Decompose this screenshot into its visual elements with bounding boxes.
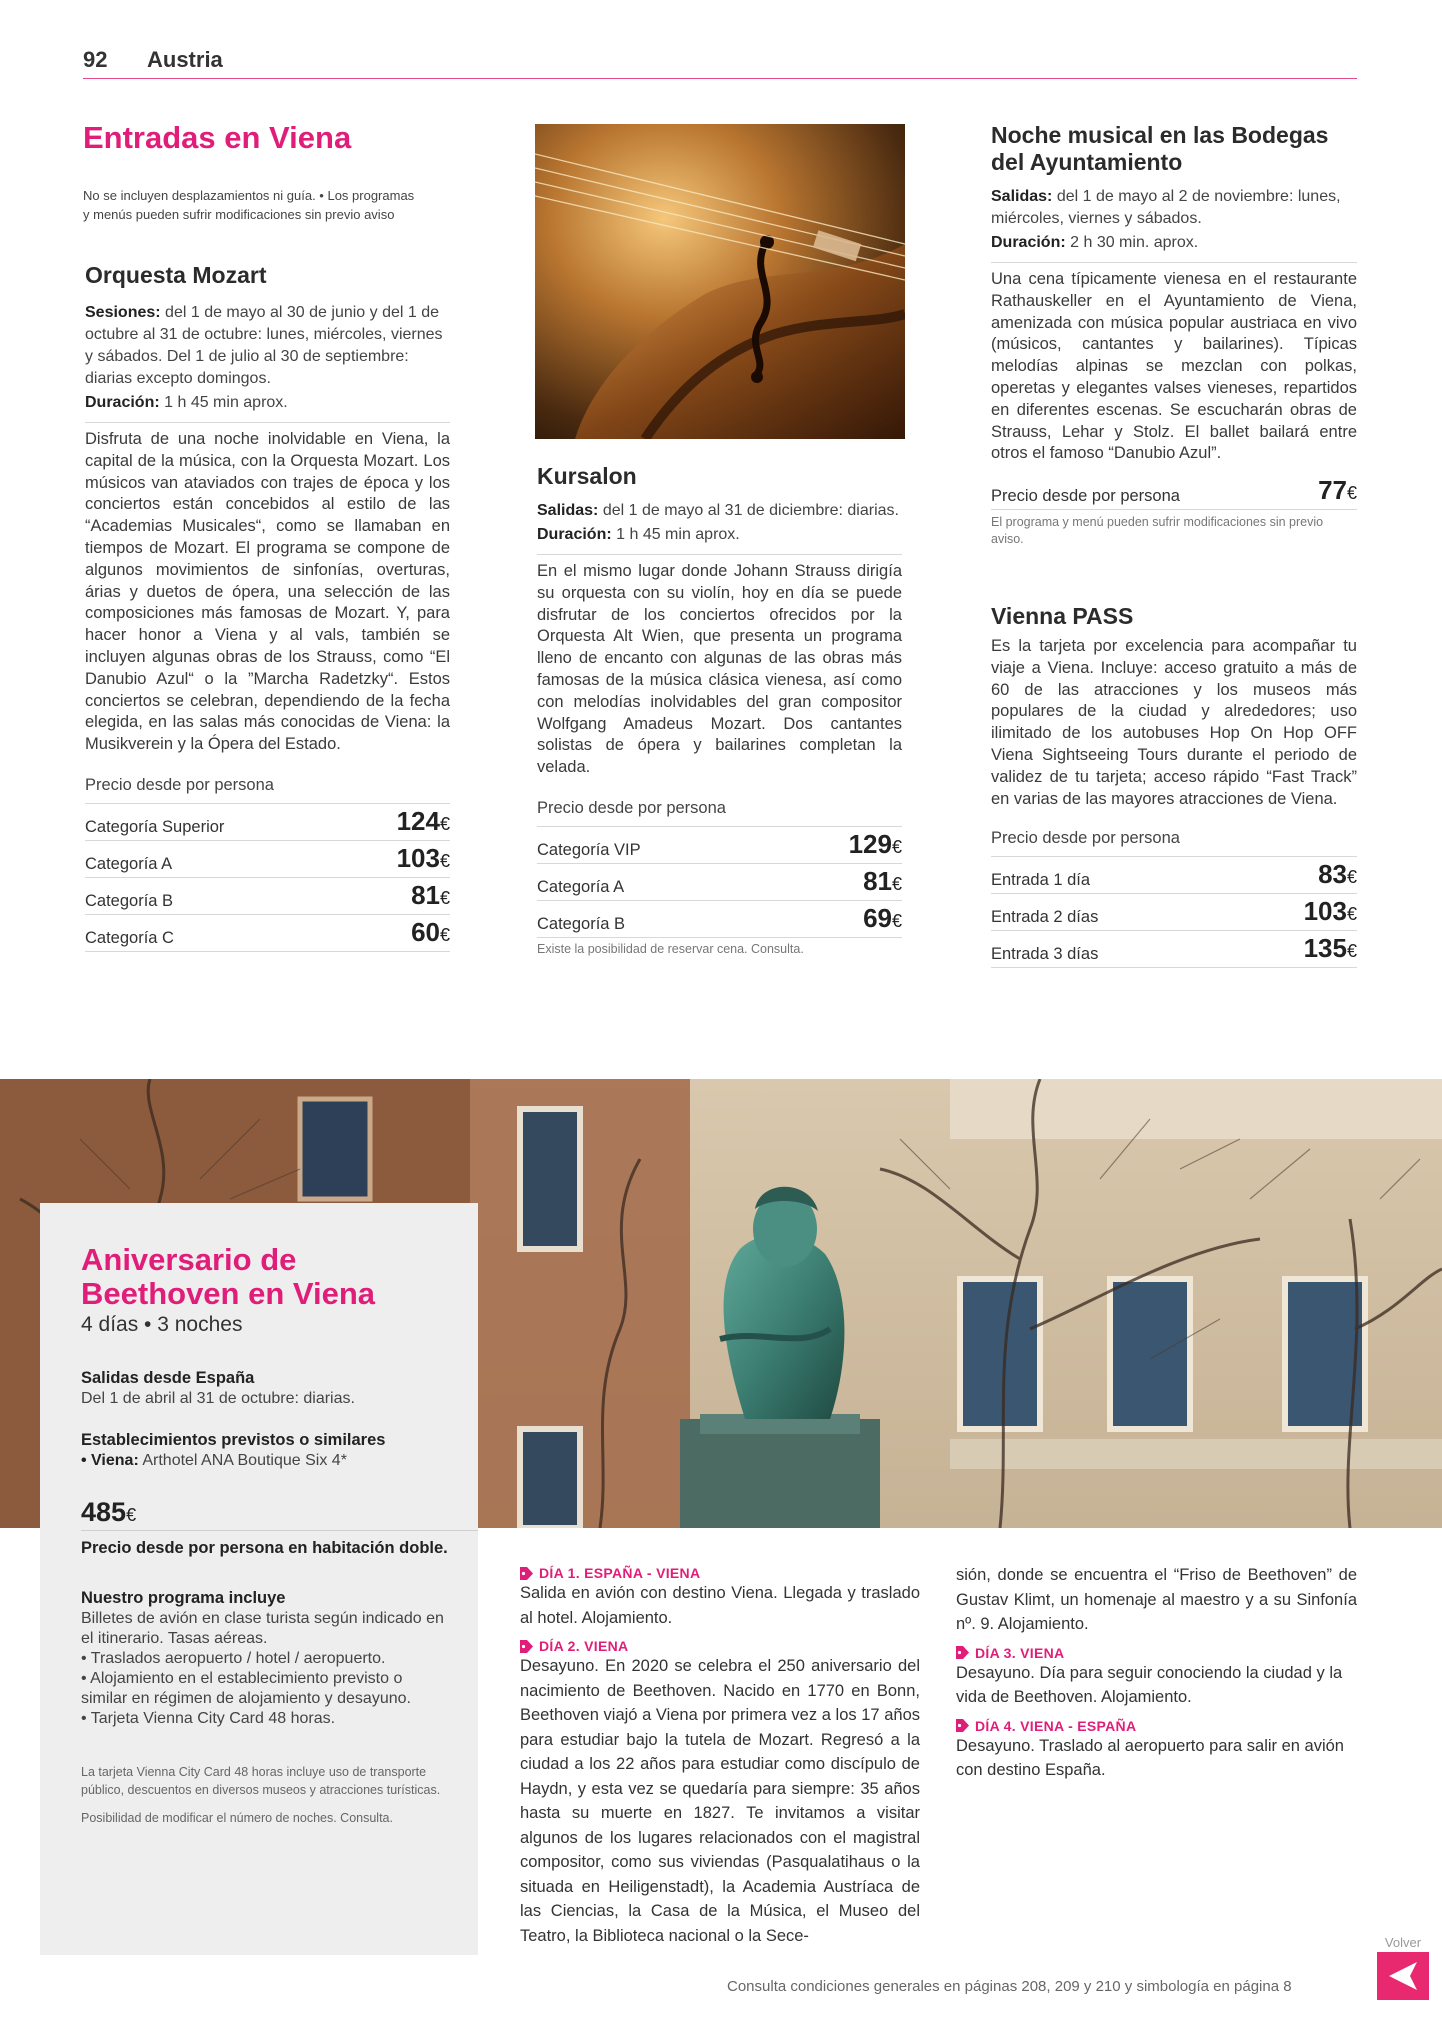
divider xyxy=(991,262,1357,263)
duration-label: Duración: xyxy=(991,234,1066,251)
day-2-text: Desayuno. En 2020 se celebra el 250 aniversario del nacimiento de Beethoven. Nacido en 1770 en Bonn, Beethoven viajó a Viena por primera vez a los 17 años para estudiar bajo la tutela de Mozart. Regresó a la ciudad a los 22 años para estudiar como discípulo de Haydn, y esta vez se quedaría para siempre: 35 años hasta su muerte en 1827. Te invitamos a visitar algunos de los lugares relacionados con el magistral compositor, como sus viviendas (Pasqualatihaus o la situada en Heiligenstadt), la Academia Austríaca de las Ciencias, la Casa de la Música, el Museo del Teatro, la Biblioteca nacional o la Sece- xyxy=(520,1657,920,1945)
price-amount xyxy=(1304,933,1357,964)
bodegas-price-row xyxy=(991,473,1357,510)
back-arrow-icon xyxy=(1377,1952,1429,2000)
tag-icon xyxy=(520,1640,533,1653)
duration-label: Duración: xyxy=(537,526,612,543)
vienna-pass-price-table xyxy=(991,857,1357,968)
bodegas-departures xyxy=(991,186,1357,230)
mozart-price-heading: Precio desde por persona xyxy=(85,776,450,804)
departures-text: del 1 de mayo al 31 de diciembre: diarias. xyxy=(602,502,899,519)
price-amount xyxy=(1318,475,1357,506)
price-value: 81 xyxy=(863,865,892,896)
intro-note xyxy=(83,186,453,224)
day-1-label xyxy=(520,1565,920,1581)
mozart-duration xyxy=(85,392,450,414)
mozart-description: Disfruta de una noche inolvidable en Viena, la capital de la música, con la Orquesta Mozart. Los músicos van ataviados con trajes de época y los conciertos están concebidos al estilo de las “Academias Musicales“, como se llamaban en tiempos de Mozart. El programa se compone de algunos movimientos de sinfonías, overturas, árias y duetos de ópera, una selección de las composiciones más famosas de Mozart. Y, para hacer honor a Viena y al vals, también se incluyen algunas obras de los Strauss, como “El Danubio Azul“ o la ”Marcha Radetzky“. Estos conciertos se celebran, dependiendo de la fecha elegida, en las salas más conocidas de Viena: la Musikverein y la Ópera del Estado. xyxy=(85,430,450,754)
day-label-text: DÍA 3. VIENA xyxy=(975,1644,1065,1661)
price-row xyxy=(85,804,450,841)
bodegas-title-line: del Ayuntamiento xyxy=(991,149,1183,175)
vienna-pass-section xyxy=(991,603,1357,968)
price-row xyxy=(85,841,450,878)
violin-photo xyxy=(535,124,905,439)
price-amount xyxy=(397,843,450,874)
price-currency: € xyxy=(439,924,450,945)
package-title xyxy=(81,1243,451,1311)
back-label[interactable]: Volver xyxy=(1384,1935,1422,1950)
tag-icon xyxy=(520,1567,533,1580)
price-value: 81 xyxy=(411,879,440,910)
price-currency: € xyxy=(439,887,450,908)
price-currency: € xyxy=(891,873,902,894)
page-header xyxy=(83,47,1357,79)
price-currency: € xyxy=(439,850,450,871)
price-category: Entrada 3 días xyxy=(991,945,1099,964)
price-amount xyxy=(397,806,450,837)
price-currency: € xyxy=(439,813,450,834)
price-currency: € xyxy=(1346,867,1357,888)
day-label-text: DÍA 4. VIENA - ESPAÑA xyxy=(975,1717,1137,1734)
price-currency: € xyxy=(1346,941,1357,962)
price-category: Categoría B xyxy=(85,891,174,910)
city-card-note: La tarjeta Vienna City Card 48 horas incluye uso de transporte público, descuentos en diversos museos y atracciones turísticas. xyxy=(81,1765,441,1797)
vienna-pass-description: Es la tarjeta por excelencia para acompañar tu viaje a Viena. Incluye: acceso gratuito a más de 60 de las atracciones y los museos más populares de la ciudad y alrededores; uso ilimitado de los autobuses Hop On Hop OFF Viena Sightseeing Tours durante el periodo de validez de tu tarjeta; acceso rápido “Fast Track” en varias de las mayores atracciones de Viena. xyxy=(991,637,1357,808)
violin-image xyxy=(535,124,905,439)
price-category: Categoría B xyxy=(537,914,626,933)
includes-item: Billetes de avión en clase turista según indicado en el itinerario. Tasas aéreas. xyxy=(81,1610,444,1647)
itinerary-col1 xyxy=(520,1565,920,1948)
nights-note: Posibilidad de modificar el número de noches. Consulta. xyxy=(81,1811,393,1825)
bodegas-title-line: Noche musical en las Bodegas xyxy=(991,122,1329,148)
includes-label: Nuestro programa incluye xyxy=(81,1589,286,1607)
kursalon-price-heading: Precio desde por persona xyxy=(537,799,902,827)
duration-text: 1 h 45 min aprox. xyxy=(164,394,288,411)
day-label-text: DÍA 2. VIENA xyxy=(539,1638,629,1654)
price-value: 124 xyxy=(396,805,440,836)
tag-icon xyxy=(956,1719,969,1732)
bodegas-title xyxy=(991,122,1357,176)
intro-note-line: y menús pueden sufrir modificaciones sin previo aviso xyxy=(83,207,395,222)
vienna-pass-title: Vienna PASS xyxy=(991,603,1134,629)
price-label: Precio desde por persona xyxy=(991,487,1180,506)
hotels-label: Establecimientos previstos o similares xyxy=(81,1431,386,1449)
day-1-text: Salida en avión con destino Viena. Llegada y traslado al hotel. Alojamiento. xyxy=(520,1584,920,1627)
package-title-line: Aniversario de xyxy=(81,1242,297,1277)
price-row xyxy=(991,931,1357,968)
back-button[interactable] xyxy=(1377,1952,1429,2000)
price-amount xyxy=(411,917,450,948)
footer-conditions: Consulta condiciones generales en páginas 208, 209 y 210 y simbología en página 8 xyxy=(727,1978,1292,1995)
departures-text: del 1 de mayo al 2 de noviembre: lunes, miércoles, viernes y sábados. xyxy=(991,188,1341,227)
departures-label: Salidas: xyxy=(537,502,599,519)
intro-note-line: No se incluyen desplazamientos ni guía. • Los programas xyxy=(83,188,415,203)
day-4-label xyxy=(956,1718,1357,1734)
price-row xyxy=(991,894,1357,931)
includes-item: • Traslados aeropuerto / hotel / aeropuerto. xyxy=(81,1650,386,1667)
duration-text: 1 h 45 min aprox. xyxy=(616,526,740,543)
price-category: Categoría VIP xyxy=(537,840,641,859)
divider xyxy=(85,422,450,423)
hotel-line xyxy=(81,1451,451,1471)
price-value: 77 xyxy=(1318,475,1347,506)
price-value: 83 xyxy=(1318,859,1347,890)
price-category: Categoría C xyxy=(85,928,174,947)
price-category: Categoría Superior xyxy=(85,817,225,836)
hotel-city: • Viena: xyxy=(81,1452,139,1469)
kursalon-footnote: Existe la posibilidad de reservar cena. Consulta. xyxy=(537,941,804,956)
price-category: Entrada 2 días xyxy=(991,908,1099,927)
price-amount xyxy=(411,880,450,911)
bodegas-duration xyxy=(991,232,1357,254)
includes-list xyxy=(81,1609,451,1729)
page-number: 92 xyxy=(83,47,108,72)
package-price xyxy=(81,1497,478,1531)
includes-item: • Alojamiento en el establecimiento previsto o similar en régimen de alojamiento y desayuno. xyxy=(81,1670,411,1707)
price-currency: € xyxy=(891,910,902,931)
kursalon-departures xyxy=(537,500,902,522)
departures-label: Salidas: xyxy=(991,188,1053,205)
mozart-section xyxy=(85,262,450,952)
day-4-text: Desayuno. Traslado al aeropuerto para salir en avión con destino España. xyxy=(956,1736,1344,1779)
price-value: 69 xyxy=(863,902,892,933)
price-row xyxy=(991,857,1357,894)
mozart-title: Orquesta Mozart xyxy=(85,262,267,288)
kursalon-title: Kursalon xyxy=(537,463,637,489)
bodegas-description: Una cena típicamente vienesa en el restaurante Rathauskeller en el Ayuntamiento de Viena, amenizada con música popular austriaca en vivo (músicos, cantantes y bailarines). Típicas melodías alpinas se mezclan con polkas, operetas y elegantes valses vieneses, repartidos en diferentes escenas. Se escucharán obras de Strauss, Lehar y Stolz. El ballet bailará entre otros el famoso “Danubio Azul”. xyxy=(991,270,1357,463)
price-currency: € xyxy=(1346,904,1357,925)
duration-label: Duración: xyxy=(85,394,160,411)
price-value: 60 xyxy=(411,916,440,947)
departures-text: Del 1 de abril al 31 de octubre: diarias. xyxy=(81,1390,355,1407)
price-row xyxy=(537,864,902,901)
day-label-text: DÍA 1. ESPAÑA - VIENA xyxy=(539,1565,701,1581)
mozart-price-table xyxy=(85,804,450,952)
day-2-text-continued: sión, donde se encuentra el “Friso de Beethoven” de Gustav Klimt, un homenaje al maestro y a su Sinfonía nº. 9. Alojamiento. xyxy=(956,1566,1357,1633)
price-value: 103 xyxy=(396,842,440,873)
price-amount xyxy=(863,903,902,934)
kursalon-duration xyxy=(537,524,902,546)
day-3-text: Desayuno. Día para seguir conociendo la ciudad y la vida de Beethoven. Alojamiento. xyxy=(956,1663,1343,1706)
kursalon-section xyxy=(537,463,902,958)
kursalon-description: En el mismo lugar donde Johann Strauss dirigía su orquesta con su violín, hoy en día se puede disfrutar de los conciertos ofrecidos por la Orquesta Alt Wien, que presenta un programa lleno de encanto con algunas de las obras más famosas de la música clásica vienesa, así como con melodías inolvidables del gran compositor Wolfgang Amadeus Mozart. Dos cantantes solistas de ópera y bailarines completan la velada. xyxy=(537,562,902,777)
price-currency: € xyxy=(1346,483,1357,504)
package-price-currency: € xyxy=(126,1505,137,1525)
price-amount xyxy=(849,829,902,860)
price-currency: € xyxy=(891,836,902,857)
bodegas-footnote: El programa y menú pueden sufrir modificaciones sin previo aviso. xyxy=(991,515,1324,547)
vienna-pass-price-heading: Precio desde por persona xyxy=(991,829,1357,857)
day-3-label xyxy=(956,1645,1357,1661)
package-duration: 4 días • 3 noches xyxy=(81,1313,243,1336)
price-amount xyxy=(1318,859,1357,890)
intro-block xyxy=(83,120,453,224)
itinerary-col2 xyxy=(956,1563,1357,1783)
duration-text: 2 h 30 min. aprox. xyxy=(1070,234,1199,251)
package-title-line: Beethoven en Viena xyxy=(81,1276,376,1311)
price-value: 129 xyxy=(848,828,892,859)
price-row xyxy=(85,878,450,915)
price-row xyxy=(537,901,902,938)
bodegas-section xyxy=(991,122,1357,548)
package-price-value: 485 xyxy=(81,1497,127,1527)
price-category: Entrada 1 día xyxy=(991,871,1091,890)
mozart-sessions xyxy=(85,302,450,390)
package-box xyxy=(40,1203,478,1955)
sessions-text: del 1 de mayo al 30 de junio y del 1 de octubre al 31 de octubre: lunes, miércoles, viernes y sábados. Del 1 de julio al 30 de septiembre: diarias excepto domingos. xyxy=(85,304,443,387)
price-amount xyxy=(863,866,902,897)
kursalon-price-table xyxy=(537,827,902,938)
day-2-label xyxy=(520,1638,920,1654)
price-value: 135 xyxy=(1303,933,1347,964)
price-row xyxy=(537,827,902,864)
price-category: Categoría A xyxy=(85,854,173,873)
sessions-label: Sesiones: xyxy=(85,304,161,321)
price-amount xyxy=(1304,896,1357,927)
page-title: Entradas en Viena xyxy=(83,120,352,155)
price-note: Precio desde por persona en habitación doble. xyxy=(81,1539,448,1557)
includes-item: • Tarjeta Vienna City Card 48 horas. xyxy=(81,1710,336,1727)
page-section-title: Austria xyxy=(147,47,223,72)
price-row xyxy=(85,915,450,952)
price-category: Categoría A xyxy=(537,877,625,896)
price-value: 103 xyxy=(1303,896,1347,927)
departures-label: Salidas desde España xyxy=(81,1369,255,1387)
hotel-name: Arthotel ANA Boutique Six 4* xyxy=(142,1452,347,1469)
divider xyxy=(537,554,902,555)
tag-icon xyxy=(956,1646,969,1659)
